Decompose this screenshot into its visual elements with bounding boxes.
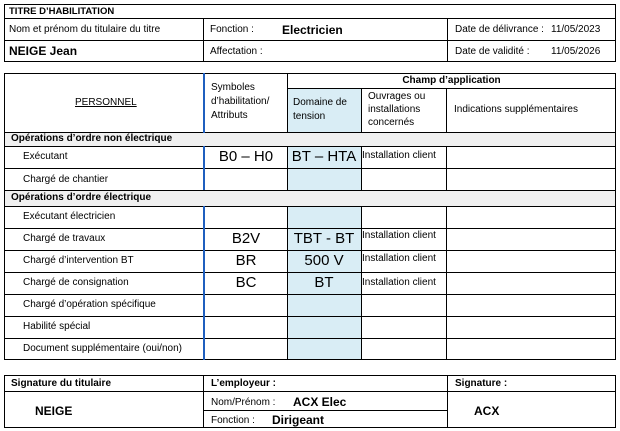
row-label: Chargé de chantier [23,174,109,185]
holder-name-label: Nom et prénom du titulaire du titre [9,24,161,35]
row-voltage: TBT - BT [293,230,355,247]
row-label: Habilité spécial [23,321,91,332]
section-electrical: Opérations d’ordre électrique [11,192,152,203]
assignment-label: Affectation : [210,46,263,57]
row-label: Chargé d’intervention BT [23,255,134,266]
col-extra-header: Indications supplémentaires [454,104,578,115]
col-personnel-header: PERSONNEL [75,97,137,108]
col-symbols-header: Symboles d’habilitation/ Attributs [211,82,270,121]
function-value: Electricien [282,23,343,37]
row-voltage: BT – HTA [291,148,357,165]
signature-label: Signature : [455,378,508,389]
row-voltage: 500 V [304,252,344,269]
form-title: TITRE D’HABILITATION [9,6,115,17]
row-voltage: BT [314,274,334,291]
employer-name: ACX Elec [293,395,347,409]
holder-signature-label: Signature du titulaire [11,378,112,389]
col-works-header: Ouvrages ou installations concernés [368,91,426,128]
row-label: Chargé de consignation [23,277,129,288]
employer-label: L’employeur : [211,378,277,389]
issue-date-label: Date de délivrance : [455,24,544,35]
signature-value: ACX [474,404,500,418]
employer-function: Dirigeant [272,413,325,427]
validity-date: 11/05/2026 [551,46,601,57]
row-label: Chargé d’opération spécifique [23,299,156,310]
employer-name-label: Nom/Prénom : [211,397,276,408]
holder-name: NEIGE Jean [9,44,78,58]
row-works: Installation client [362,253,436,264]
row-works: Installation client [362,150,436,161]
row-symbol: BC [235,274,257,291]
row-works: Installation client [362,277,436,288]
row-symbol: B0 – H0 [218,148,274,165]
issue-date: 11/05/2023 [551,24,601,35]
row-label: Exécutant électricien [23,211,116,222]
holder-signature: NEIGE [35,404,73,418]
validity-date-label: Date de validité : [455,46,530,57]
row-symbol: B2V [231,230,261,247]
row-label: Document supplémentaire (oui/non) [23,343,182,354]
employer-function-label: Fonction : [211,415,255,426]
section-non-electrical: Opérations d’ordre non électrique [11,133,173,144]
col-voltage-header: Domaine de tension [293,97,347,122]
row-works: Installation client [362,230,436,241]
row-symbol: BR [235,252,257,269]
function-label: Fonction : [210,24,254,35]
row-label: Exécutant [23,151,68,162]
row-label: Chargé de travaux [23,233,106,244]
scope-header: Champ d’application [402,75,501,86]
